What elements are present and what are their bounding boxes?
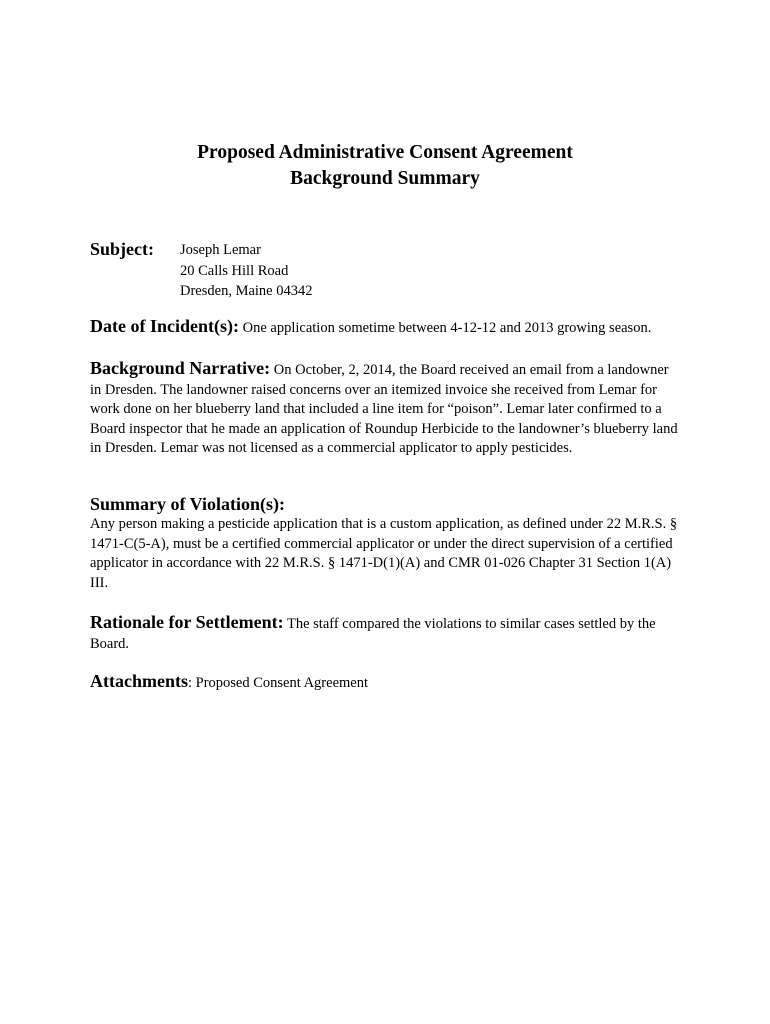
subject-street: 20 Calls Hill Road [180, 262, 289, 279]
subject-label: Subject: [90, 239, 154, 259]
date-of-incident-section [90, 317, 680, 339]
date-of-incident-label: Date of Incident(s): [90, 316, 239, 336]
attachments-label: Attachments [90, 671, 188, 691]
summary-of-violations-section [90, 493, 680, 593]
rationale-label: Rationale for Settlement: [90, 612, 284, 632]
document-title [0, 140, 770, 192]
attachments-separator: : [187, 675, 193, 691]
background-narrative-text: On October, 2, 2014, the Board received an email from a landowner in Dresden. The landowner raised concerns over an itemized invoice she received from Lemar for work done on her blueberry land that included a line item for “poison”. Lemar later confirmed to a Board inspector that he made an application of Roundup Herbicide to the landowner’s blueberry land in Dresden. Lemar was not licensed as a commercial applicator to apply pesticides. [90, 362, 678, 456]
attachments-section [90, 672, 680, 694]
summary-of-violations-label: Summary of Violation(s): [90, 494, 285, 514]
subject-address [180, 240, 312, 302]
attachments-text: Proposed Consent Agreement [195, 675, 369, 691]
date-of-incident-text: One application sometime between 4-12-12 and 2013 growing season. [242, 320, 652, 336]
title-line-1: Proposed Administrative Consent Agreement [197, 142, 573, 163]
title-line-2: Background Summary [290, 168, 480, 189]
summary-of-violations-text: Any person making a pesticide application that is a custom application, as defined under 22 M.R.S. § 1471-C(5-A), must be a certified commercial applicator or under the direct supervision of a certified applicator in accordance with 22 M.R.S. § 1471-D(1)(A) and CMR 01-026 Chapter 31 Section 1(A) III. [90, 516, 678, 591]
background-narrative-section [90, 359, 680, 459]
rationale-section [90, 613, 680, 654]
subject-city: Dresden, Maine 04342 [180, 283, 313, 299]
background-narrative-label: Background Narrative: [90, 358, 271, 378]
rationale-text: The staff compared the violations to similar cases settled by the Board. [90, 616, 656, 652]
subject-name: Joseph Lemar [180, 242, 261, 258]
